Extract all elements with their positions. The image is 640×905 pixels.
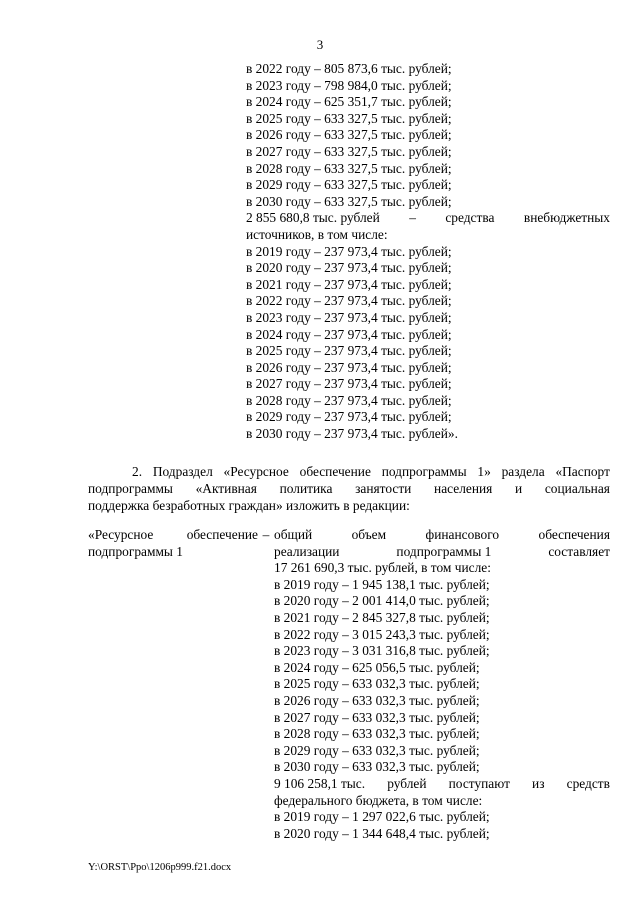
list-item: в 2022 году – 3 015 243,3 тыс. рублей; [274, 626, 490, 642]
list-item: в 2028 году – 633 032,3 тыс. рублей; [274, 726, 480, 742]
list-item: в 2026 году – 237 973,4 тыс. рублей; [246, 359, 452, 375]
list-item: в 2024 году – 625 056,5 тыс. рублей; [274, 659, 480, 675]
paragraph-line: поддержка безработных граждан» изложить в редакции: [88, 498, 410, 513]
text-word: финансового [425, 527, 500, 542]
text-word: из [532, 775, 545, 791]
text-word: политика [279, 481, 333, 496]
text-word: социальная [544, 481, 610, 496]
text-word: средства [445, 210, 495, 226]
text-word: подпрограммы [88, 481, 173, 496]
text-word: и [515, 481, 523, 496]
text-word: 9 106 258,1 тыс. [274, 775, 366, 791]
list-item: в 2027 году – 237 973,4 тыс. рублей; [246, 376, 452, 392]
list-item: в 2027 году – 633 032,3 тыс. рублей; [274, 709, 480, 725]
list-item: в 2024 году – 625 351,7 тыс. рублей; [246, 94, 452, 110]
list-item: в 2029 году – 237 973,4 тыс. рублей; [246, 409, 452, 425]
list-item: в 2020 году – 1 344 648,4 тыс. рублей; [274, 825, 490, 841]
list-item: в 2030 году – 633 032,3 тыс. рублей; [274, 759, 480, 775]
text-word: 1» [477, 464, 491, 479]
total-funding: 17 261 690,3 тыс. рублей, в том числе: [274, 560, 491, 576]
text-word: Подраздел [152, 464, 213, 479]
text-word: средств [566, 775, 610, 791]
text-word: обеспечение [186, 527, 258, 542]
list-item: в 2030 году – 633 327,5 тыс. рублей; [246, 193, 452, 209]
resource-table-label [88, 527, 270, 560]
list-item: в 2023 году – 237 973,4 тыс. рублей; [246, 309, 452, 325]
label-line [88, 527, 258, 544]
text-word: объем [351, 527, 387, 542]
list-item: в 2029 году – 633 327,5 тыс. рублей; [246, 177, 452, 193]
text-word: «Ресурсное [88, 527, 154, 542]
text-word: общий [274, 527, 313, 542]
list-item: в 2028 году – 237 973,4 тыс. рублей; [246, 392, 452, 408]
extra-budget-total [246, 210, 610, 227]
text-word: обеспечение [299, 464, 371, 479]
federal-budget-line [274, 776, 610, 793]
list-item: в 2023 году – 798 984,0 тыс. рублей; [246, 77, 452, 93]
text-word: внебюджетных [523, 210, 610, 226]
federal-budget-continuation: федерального бюджета, в том числе: [274, 792, 483, 808]
list-item: в 2029 году – 633 032,3 тыс. рублей; [274, 742, 480, 758]
text-word: подпрограммы 1 [396, 543, 492, 559]
resource-table-value [274, 527, 610, 842]
extra-budget-continuation: источников, в том числе: [246, 226, 388, 242]
value-line [274, 527, 610, 544]
list-item: в 2025 году – 633 327,5 тыс. рублей; [246, 110, 452, 126]
paragraph-line [88, 463, 610, 480]
text-word: подпрограммы [381, 464, 467, 479]
list-item: в 2024 году – 237 973,4 тыс. рублей; [246, 326, 452, 342]
text-word: рублей [387, 775, 427, 791]
text-word: составляет [548, 543, 610, 559]
text-word: «Активная [195, 481, 257, 496]
list-item: в 2020 году – 2 001 414,0 тыс. рублей; [274, 593, 490, 609]
text-word: «Паспорт [555, 464, 610, 479]
text-word: обеспечения [538, 527, 610, 542]
text-word: поступают [448, 775, 510, 791]
page-number: 3 [316, 37, 324, 52]
table-dash: – [262, 527, 270, 542]
funding-list-top [246, 61, 610, 443]
text-word: раздела [501, 464, 545, 479]
text-word: населения [434, 481, 493, 496]
list-item: в 2028 году – 633 327,5 тыс. рублей; [246, 160, 452, 176]
list-item: в 2022 году – 237 973,4 тыс. рублей; [246, 293, 452, 309]
list-item: в 2019 году – 1 945 138,1 тыс. рублей; [274, 576, 490, 592]
text-word: 2. [132, 464, 143, 479]
list-item: в 2019 году – 237 973,4 тыс. рублей; [246, 243, 452, 259]
text-word: 2 855 680,8 тыс. рублей [246, 210, 380, 226]
list-item: в 2025 году – 237 973,4 тыс. рублей; [246, 343, 452, 359]
list-item: в 2021 году – 237 973,4 тыс. рублей; [246, 276, 452, 292]
amendment-paragraph [88, 463, 610, 514]
list-item: в 2026 году – 633 327,5 тыс. рублей; [246, 127, 452, 143]
text-word: «Ресурсное [223, 464, 289, 479]
list-item: в 2019 году – 1 297 022,6 тыс. рублей; [274, 809, 490, 825]
text-word: занятости [355, 481, 412, 496]
text-word: – [409, 210, 416, 226]
list-item: в 2021 году – 2 845 327,8 тыс. рублей; [274, 609, 490, 625]
footer-file-path: Y:\ORST\Ppo\1206p999.f21.docx [88, 862, 232, 873]
value-line [274, 544, 610, 561]
label-line: подпрограммы 1 [88, 543, 183, 559]
list-item: в 2027 году – 633 327,5 тыс. рублей; [246, 143, 452, 159]
text-word: реализации [274, 543, 340, 559]
list-item: в 2022 году – 805 873,6 тыс. рублей; [246, 61, 452, 76]
list-item: в 2023 году – 3 031 316,8 тыс. рублей; [274, 643, 490, 659]
paragraph-line [88, 480, 610, 497]
list-item: в 2020 году – 237 973,4 тыс. рублей; [246, 260, 452, 276]
list-item: в 2026 году – 633 032,3 тыс. рублей; [274, 692, 480, 708]
list-item: в 2030 году – 237 973,4 тыс. рублей». [246, 426, 458, 442]
list-item: в 2025 году – 633 032,3 тыс. рублей; [274, 676, 480, 692]
